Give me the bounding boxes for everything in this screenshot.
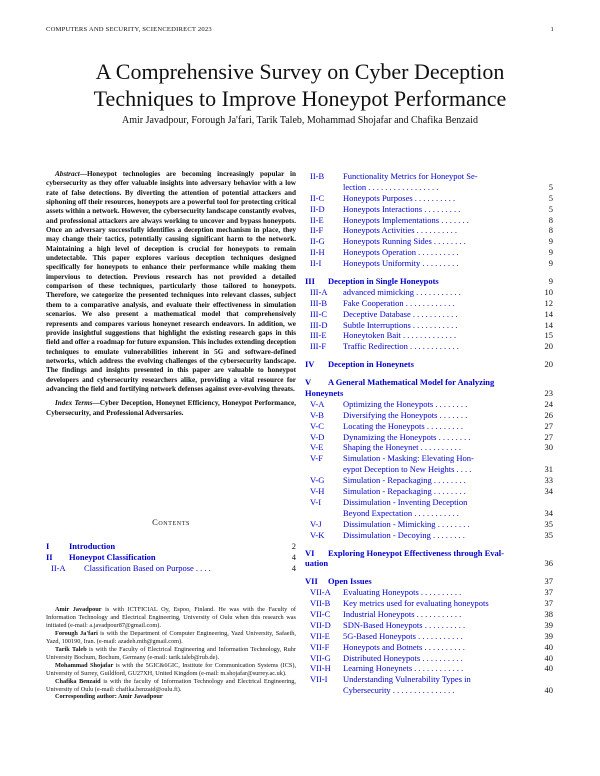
footnote-text: is with ICTFICIAL Oy, Espoo, Finland. He was with the Faculty of Information Technology and Electrical Engineering, University of Oulu when this research was initiated (e-mail: a.javadpour87@gmail.com). <box>46 606 297 629</box>
toc-subsection-number: III-A <box>310 286 328 297</box>
toc-subsection[interactable] <box>305 663 553 674</box>
toc-subsection-number: II-I <box>310 258 322 269</box>
toc-subsection[interactable] <box>305 298 553 309</box>
index-terms-text: —Cyber Deception, Honeynet Efficiency, Honeypot Performance, Cybersecurity, and Professional Adversaries. <box>46 399 297 417</box>
footnote-author-name: Corresponding author: Amir Javadpour <box>55 693 163 701</box>
toc-subsection-label[interactable]: SDN-Based Honeypots <box>343 619 423 630</box>
toc-page-number: 37 <box>544 576 553 587</box>
toc-subsection-title[interactable]: Dissimulation - Inventing Deception <box>343 496 468 507</box>
toc-page-number: 9 <box>548 276 553 287</box>
footnote-author-name: Chafika Benzaid <box>55 677 101 685</box>
toc-subsection[interactable] <box>305 287 553 298</box>
toc-subsection[interactable] <box>46 563 296 574</box>
toc-page-number: 5 <box>548 192 553 203</box>
toc-subsection[interactable] <box>305 225 553 236</box>
toc-page-number: 40 <box>544 685 553 696</box>
footnote-author-name: Forough Ja'fari <box>55 629 98 637</box>
toc-page-number: 12 <box>544 297 553 308</box>
index-terms <box>46 399 296 418</box>
toc-subsection-label[interactable]: Distributed Honeypots <box>343 652 421 663</box>
toc-gap <box>305 370 553 377</box>
toc-subsection-number: II-H <box>310 247 325 258</box>
toc-section[interactable] <box>305 377 553 388</box>
toc-page-number: 39 <box>544 630 553 641</box>
toc-section-title[interactable]: Introduction <box>69 541 116 551</box>
toc-section-number: IV <box>305 359 315 370</box>
toc-subsection-label[interactable]: Honeypots Operation <box>343 247 416 258</box>
footnote <box>46 662 296 678</box>
toc-subsection-number: V-F <box>310 453 323 464</box>
toc-leader-dots: . . . . . . . <box>437 409 468 420</box>
toc-page-number: 26 <box>544 409 553 420</box>
toc-subsection[interactable] <box>305 215 553 226</box>
toc-subsection[interactable] <box>305 258 553 269</box>
toc-leader-dots: . . . . . . . . . . . <box>410 308 458 319</box>
title-line-2: Techniques to Improve Honeypot Performance <box>93 86 507 111</box>
toc-subsection-label[interactable]: Locating the Honeypots <box>343 420 425 431</box>
toc-subsection-label[interactable]: 5G-Based Honeypots <box>343 630 416 641</box>
toc-subsection-number: V-H <box>310 486 325 497</box>
toc-section-number: I <box>46 541 50 551</box>
toc-subsection-title[interactable]: Understanding Vulnerability Types in <box>343 674 471 685</box>
toc-leader-dots: . . . . . . . . <box>430 529 465 540</box>
toc-subsection-label[interactable]: Honeytoken Bait <box>343 330 401 341</box>
toc-page-number: 9 <box>548 236 553 247</box>
toc-page-number: 37 <box>544 587 553 598</box>
abstract-label: Abstract <box>55 170 80 178</box>
toc-subsection-title-cont[interactable] <box>343 508 459 519</box>
toc-subsection-label[interactable]: lection <box>343 181 367 192</box>
author-list: Amir Javadpour, Forough Ja'fari, Tarik Taleb, Mohammad Shojafar and Chafika Benzaid <box>122 115 478 126</box>
toc-subsection-title[interactable] <box>343 330 456 341</box>
toc-section-continued[interactable] <box>305 558 553 569</box>
toc-page-number: 20 <box>544 359 553 370</box>
toc-subsection-number: II-C <box>310 192 325 203</box>
toc-page-number: 20 <box>544 341 553 352</box>
footnote-text: is with the Department of Computer Engineering, Yazd University, Safaeih, Yazd, 100190, Iran. (e-mail: azadeh.mth@gmail.com). <box>46 629 296 645</box>
page-number: 1 <box>550 26 554 33</box>
toc-subsection-title[interactable] <box>343 247 458 258</box>
toc-leader-dots: . . . . . . . . <box>436 431 471 442</box>
toc-section[interactable] <box>305 276 553 287</box>
toc-leader-dots: . . . . . . . . . . <box>418 587 462 598</box>
toc-subsection-label[interactable]: Honeypots Uniformity <box>343 258 421 269</box>
toc-subsection-number: V-E <box>310 442 324 453</box>
toc-leader-dots: . . . . . . . . <box>431 486 466 497</box>
toc-subsection-label[interactable]: Dissimulation - Mimicking <box>343 518 436 529</box>
toc-section-title[interactable]: A General Mathematical Model for Analyzing <box>328 377 495 388</box>
toc-page-number: 40 <box>544 652 553 663</box>
toc-subsection-continued[interactable] <box>305 464 553 475</box>
toc-page-number: 40 <box>544 663 553 674</box>
footnote-author-name: Tarik Taleb <box>55 645 87 653</box>
toc-subsection-title[interactable] <box>343 309 457 320</box>
toc-section-title[interactable]: Open Issues <box>328 576 372 587</box>
toc-gap <box>305 569 553 576</box>
toc-leader-dots: . . . . . . . . <box>435 518 470 529</box>
toc-leader-dots: . . . . . . . . . . . <box>412 507 459 518</box>
toc-leader-dots: . . . . . . . . . . <box>414 225 458 236</box>
toc-subsection[interactable] <box>305 642 553 653</box>
toc-section-title-cont[interactable]: Honeynets <box>305 388 344 399</box>
toc-subsection-title-cont[interactable] <box>343 464 471 475</box>
toc-leader-dots: . . . . . . . . . <box>424 420 463 431</box>
toc-subsection-number: V-A <box>310 398 325 409</box>
toc-page-number: 40 <box>544 641 553 652</box>
toc-leader-dots: . . . . . . . . . . <box>418 442 462 453</box>
toc-subsection-number: III-E <box>310 330 327 341</box>
toc-subsection-number: VII-I <box>310 674 328 685</box>
toc-page-number: 33 <box>544 475 553 486</box>
toc-subsection-label[interactable]: Shaping the Honeynet <box>343 442 419 453</box>
toc-leader-dots: . . . . . . . . . . <box>415 247 459 258</box>
toc-subsection-label[interactable]: Dissimulation - Decoying <box>343 529 431 540</box>
footnote-author-name: Amir Javadpour <box>55 606 102 613</box>
toc-subsection-label[interactable]: Traffic Redirection <box>343 341 408 352</box>
toc-subsection[interactable] <box>305 236 553 247</box>
toc-subsection-title[interactable] <box>343 193 455 204</box>
running-header <box>46 26 554 36</box>
toc-section[interactable] <box>305 359 553 370</box>
toc-leader-dots: . . . . . . . . . . . <box>414 608 462 619</box>
toc-page-number: 2 <box>291 541 296 551</box>
toc-subsection[interactable] <box>305 330 553 341</box>
journal-name: COMPUTERS AND SECURITY, SCIENCEDIRECT 2023 <box>46 26 212 33</box>
toc-subsection-title[interactable] <box>343 642 465 653</box>
toc-leader-dots: . . . . . . . . . . . . <box>403 297 455 308</box>
toc-subsection-number: II-G <box>310 236 325 247</box>
toc-subsection-number: II-F <box>310 225 324 236</box>
toc-subsection-title[interactable] <box>343 663 463 674</box>
toc-subsection-label[interactable]: Classification Based on Purpose <box>84 562 194 573</box>
toc-subsection[interactable] <box>305 598 553 609</box>
toc-section-title[interactable]: Deception in Honeynets <box>328 359 414 370</box>
toc-page-number: 34 <box>544 507 553 518</box>
toc-page-number: 15 <box>544 330 553 341</box>
toc-subsection[interactable] <box>305 609 553 620</box>
toc-subsection-label[interactable]: Diversifying the Honeypots <box>343 409 438 420</box>
toc-subsection-label[interactable]: Honeypots Interactions <box>343 203 423 214</box>
toc-section-title[interactable]: Exploring Honeypot Effectiveness through Eval- <box>328 547 504 558</box>
toc-page-number: 37 <box>544 598 553 609</box>
toc-subsection-title[interactable] <box>343 225 457 236</box>
toc-subsection-title[interactable] <box>343 432 470 443</box>
toc-leader-dots: . . . . . . . <box>439 214 469 225</box>
left-column <box>46 170 296 418</box>
toc-subsection-title[interactable] <box>343 204 460 215</box>
toc-page-number: 5 <box>548 203 553 214</box>
toc-subsection-number: V-D <box>310 431 325 442</box>
toc-page-number: 31 <box>544 464 553 475</box>
toc-subsection-label[interactable]: Learning Honeynets <box>343 663 413 674</box>
toc-subsection-title[interactable] <box>343 236 466 247</box>
toc-page-number: 38 <box>544 608 553 619</box>
toc-subsection[interactable] <box>305 631 553 642</box>
toc-subsection-number: V-I <box>310 496 322 507</box>
toc-subsection-number: V-B <box>310 409 324 420</box>
toc-subsection[interactable] <box>305 587 553 598</box>
toc-subsection[interactable] <box>305 497 553 508</box>
toc-subsection-number: V-C <box>310 420 324 431</box>
toc-subsection-continued[interactable] <box>305 508 553 519</box>
toc-page-number: 24 <box>544 398 553 409</box>
toc-subsection-title[interactable] <box>343 620 465 631</box>
footnote <box>46 678 296 694</box>
toc-subsection-label[interactable]: Simulation - Repackaging <box>343 486 432 497</box>
toc-section-number: V <box>305 377 312 388</box>
toc-subsection-title[interactable] <box>343 519 470 530</box>
toc-gap <box>305 269 553 276</box>
toc-subsection[interactable] <box>305 171 553 182</box>
toc-leader-dots: . . . . . . . . . . . . . . . . . <box>366 181 439 192</box>
toc-subsection-title[interactable] <box>343 609 461 620</box>
toc-leader-dots: . . . . . . . . . . . <box>410 319 458 330</box>
toc-subsection-title[interactable] <box>343 653 463 664</box>
toc-subsection-number: II-A <box>51 562 66 573</box>
toc-gap <box>305 541 553 548</box>
toc-subsection[interactable] <box>305 442 553 453</box>
toc-subsection-title[interactable] <box>343 258 458 269</box>
toc-subsection-label[interactable]: Dynamizing the Honeypots <box>343 431 437 442</box>
toc-page-number: 36 <box>544 558 553 569</box>
toc-subsection-title[interactable] <box>343 341 459 352</box>
toc-page-number: 39 <box>544 619 553 630</box>
footnote-author-name: Mohammad Shojafar <box>55 661 114 669</box>
toc-subsection-title-cont[interactable] <box>343 182 438 193</box>
toc-subsection-number: III-C <box>310 308 327 319</box>
toc-subsection-label[interactable]: Evaluating Honeypots <box>343 587 419 598</box>
toc-subsection[interactable] <box>305 204 553 215</box>
toc-subsection[interactable] <box>305 309 553 320</box>
toc-subsection[interactable] <box>305 519 553 530</box>
toc-leader-dots: . . . . . . . . . . . . . . . <box>390 685 455 696</box>
toc-page-number: 4 <box>291 551 296 562</box>
toc-subsection-label[interactable]: Honeypots and Botnets <box>343 641 423 652</box>
toc-subsection[interactable] <box>305 620 553 631</box>
toc-subsection-label[interactable]: Honeypots Activities <box>343 225 415 236</box>
toc-subsection-label[interactable]: Honeypots Running Sides <box>343 236 432 247</box>
toc-section[interactable] <box>46 552 296 563</box>
toc-leader-dots: . . . . . . . . . . . <box>414 286 461 297</box>
abstract <box>46 170 296 394</box>
toc-subsection[interactable] <box>305 432 553 443</box>
toc-page-number: 30 <box>544 442 553 453</box>
toc-subsection-title[interactable] <box>343 631 463 642</box>
toc-subsection-number: VII-B <box>310 598 331 609</box>
toc-subsection-number: VII-G <box>310 652 331 663</box>
toc-subsection[interactable] <box>305 341 553 352</box>
toc-page-number: 14 <box>544 319 553 330</box>
toc-page-number: 27 <box>544 420 553 431</box>
toc-subsection-title[interactable] <box>343 298 455 309</box>
toc-page-number: 34 <box>544 486 553 497</box>
footnote <box>46 693 296 701</box>
toc-leader-dots: . . . . . . . . <box>433 398 468 409</box>
toc-leader-dots: . . . . . . . . . . . . . <box>400 330 457 341</box>
contents-heading: Contents <box>152 517 190 527</box>
abstract-text: —Honeypot technologies are becoming increasingly popular in cybersecurity as they offer valuable insights into adversary behavior with a low rate of false detections. By diverting the attention of potential attackers and siphoning off their resources, honeypots are a powerful tool for protecting critical assets within a network. However, the cybersecurity landscape constantly evolves, and professional attackers are always working to uncover and bypass honeypots. Once an adversary successfully identifies a deception mechanism in place, they may change their tactics, potentially causing significant harm to the network. Maintaining a high level of deception is crucial for honeypots to remain undetectable. This paper explores various deception techniques designed specifically for honeypots to enhance their performance while making them impervious to detection. Previous research has not provided a detailed comparison of these techniques, particularly those tailored to honeypots. Therefore, we categorize the presented techniques into relevant classes, subject them to a comparative analysis, and evaluate their effectiveness in simulation scenarios. We also present a mathematical model that comprehensively represents and compares various honeynet research endeavors. In addition, we provide insightful suggestions that highlight the existing research gaps in this field and offer a roadmap for future expansion. This includes extending deception techniques to emulate vulnerabilities inherent in 5G and software-defined networks, which address the evolving challenges of the cybersecurity landscape. The findings and insights presented in this paper are valuable to honeypot developers and cybersecurity researchers alike, providing a vital resource for advancing the field and fortifying network defenses against ever-evolving threats. <box>46 170 296 393</box>
toc-section[interactable] <box>305 548 553 559</box>
toc-subsection[interactable] <box>305 453 553 464</box>
toc-subsection-title-cont[interactable] <box>343 685 454 696</box>
toc-section-number: III <box>305 276 315 287</box>
toc-leader-dots: . . . . . . . . . <box>420 258 459 269</box>
footnote-text: is with the Faculty of Electrical Engineering and Information Technology, Ruhr University Bochum, Bochum, Germany (e-mail: tarik.taleb@rub.de). <box>46 645 296 661</box>
toc-section-number: VI <box>305 547 315 558</box>
toc-subsection-number: VII-H <box>310 663 331 674</box>
footnote <box>46 630 296 646</box>
toc-subsection-title[interactable] <box>343 442 461 453</box>
toc-subsection-label[interactable]: Fake Cooperation <box>343 297 404 308</box>
toc-right <box>305 171 553 696</box>
toc-subsection-number: III-B <box>310 297 327 308</box>
toc-page-number: 14 <box>544 308 553 319</box>
paper-title <box>40 58 560 112</box>
toc-subsection-number: III-D <box>310 319 328 330</box>
toc-subsection-label[interactable]: Honeypots Purposes <box>343 192 413 203</box>
toc-subsection-number: V-K <box>310 529 325 540</box>
toc-subsection-title[interactable] <box>343 598 489 609</box>
toc-subsection-title[interactable] <box>343 399 467 410</box>
toc-subsection-title[interactable] <box>343 587 461 598</box>
toc-subsection-title[interactable] <box>343 486 466 497</box>
toc-leader-dots: . . . . <box>193 562 211 573</box>
toc-subsection-number: V-J <box>310 518 322 529</box>
toc-subsection[interactable] <box>305 530 553 541</box>
toc-subsection-title[interactable] <box>343 530 465 541</box>
toc-subsection[interactable] <box>305 193 553 204</box>
toc-page-number: 9 <box>548 247 553 258</box>
toc-subsection-label[interactable]: Cybersecurity <box>343 685 391 696</box>
toc-subsection-continued[interactable] <box>305 182 553 193</box>
toc-page-number: 27 <box>544 431 553 442</box>
toc-leader-dots: . . . . . . . . <box>431 236 466 247</box>
toc-subsection-label[interactable]: Subtle Interruptions <box>343 319 411 330</box>
toc-subsection-continued[interactable] <box>305 685 553 696</box>
toc-subsection-label[interactable]: Honeypots Implementations <box>343 214 440 225</box>
footnote <box>46 606 296 630</box>
toc-subsection[interactable] <box>305 247 553 258</box>
toc-subsection-label[interactable]: Industrial Honeypots <box>343 608 415 619</box>
toc-page-number: 35 <box>544 529 553 540</box>
toc-subsection-number: VII-E <box>310 630 330 641</box>
toc-subsection-title[interactable]: Functionality Metrics for Honeypot Se- <box>343 171 478 181</box>
toc-page-number: 5 <box>548 181 553 192</box>
toc-subsection-number: III-F <box>310 341 327 352</box>
title-line-1: A Comprehensive Survey on Cyber Deception <box>95 59 505 84</box>
toc-subsection-title[interactable] <box>343 215 469 226</box>
toc-subsection[interactable] <box>305 410 553 421</box>
toc-subsection-number: VII-C <box>310 608 331 619</box>
toc-subsection-label[interactable]: eypot Deception to New Heights <box>343 464 455 475</box>
index-terms-label: Index Terms <box>55 399 93 408</box>
toc-page-number: 8 <box>548 214 553 225</box>
toc-subsection[interactable] <box>305 399 553 410</box>
toc-section-number: II <box>46 551 53 562</box>
toc-section-number: VII <box>305 576 318 587</box>
toc-leader-dots: . . . . . . . . . . <box>422 641 465 652</box>
toc-subsection[interactable] <box>305 475 553 486</box>
footnote-text: is with the faculty of Information Technology and Electrical Engineering, University of Oulu (e-mail: chafika.benzaid@oulu.fi). <box>46 677 296 693</box>
footnote <box>46 646 296 662</box>
toc-subsection-number: V-G <box>310 475 325 486</box>
footnote-text: is with the 5GIC&6GIC, Institute for Communication Systems (ICS), University of Surrey, Guildford, GU27XH, United Kingdom (e-mail: m.shojafar@surrey.ac.uk). <box>46 661 297 677</box>
toc-subsection-label[interactable]: Deceptive Database <box>343 308 411 319</box>
toc-subsection-number: VII-A <box>310 587 331 598</box>
toc-leader-dots: . . . . . . . . . . . . <box>407 341 459 352</box>
toc-leader-dots: . . . . <box>454 464 472 475</box>
toc-page-number: 35 <box>544 518 553 529</box>
toc-page-number: 4 <box>291 562 296 573</box>
toc-section-continued[interactable] <box>305 388 553 399</box>
toc-leader-dots: . . . . . . . . <box>431 475 466 486</box>
toc-subsection-number: VII-D <box>310 619 331 630</box>
toc-subsection[interactable] <box>305 674 553 685</box>
toc-leader-dots: . . . . . . . . . . . . <box>412 663 464 674</box>
toc-leader-dots: . . . . . . . . . . <box>412 192 456 203</box>
toc-gap <box>305 352 553 359</box>
toc-subsection-label[interactable]: Key metrics used for evaluating honeypots <box>343 598 489 609</box>
toc-subsection-label[interactable]: Simulation - Repackaging <box>343 475 432 486</box>
toc-section-title[interactable]: Honeypot Classification <box>69 551 156 562</box>
toc-section-title-cont[interactable]: uation <box>305 558 329 569</box>
toc-page-number: 9 <box>548 258 553 269</box>
toc-subsection[interactable] <box>305 421 553 432</box>
toc-subsection-number: II-B <box>310 171 325 181</box>
toc-subsection[interactable] <box>305 320 553 331</box>
toc-subsection-title[interactable]: Simulation - Masking: Elevating Hon- <box>343 453 474 464</box>
toc-subsection-number: II-D <box>310 203 325 214</box>
toc-section-title[interactable]: Deception in Single Honeypots <box>328 276 439 287</box>
toc-page-number: 23 <box>544 388 553 399</box>
toc-subsection[interactable] <box>305 486 553 497</box>
toc-page-number: 10 <box>544 286 553 297</box>
toc-section[interactable] <box>46 541 296 552</box>
toc-subsection-title[interactable] <box>84 563 211 574</box>
toc-subsection-label[interactable]: Optimizing the Honeypots <box>343 398 434 409</box>
toc-subsection[interactable] <box>305 653 553 664</box>
toc-subsection-title[interactable] <box>343 287 461 298</box>
toc-subsection-label[interactable]: advanced mimicking <box>343 286 415 297</box>
toc-subsection-number: VII-F <box>310 641 330 652</box>
toc-subsection-number: II-E <box>310 214 324 225</box>
author-footnotes <box>46 606 296 701</box>
toc-leader-dots: . . . . . . . . . . <box>420 652 463 663</box>
toc-section[interactable] <box>305 576 553 587</box>
toc-subsection-title[interactable] <box>343 320 458 331</box>
toc-subsection-title[interactable] <box>343 475 466 486</box>
toc-left <box>46 541 296 574</box>
toc-subsection-title[interactable] <box>343 410 467 421</box>
toc-leader-dots: . . . . . . . . . . . <box>415 630 463 641</box>
toc-subsection-title[interactable] <box>343 421 463 432</box>
toc-subsection-label[interactable]: Beyond Expectation <box>343 507 413 518</box>
toc-leader-dots: . . . . . . . . . <box>422 203 461 214</box>
toc-page-number: 8 <box>548 225 553 236</box>
toc-leader-dots: . . . . . . . . . . <box>422 619 466 630</box>
